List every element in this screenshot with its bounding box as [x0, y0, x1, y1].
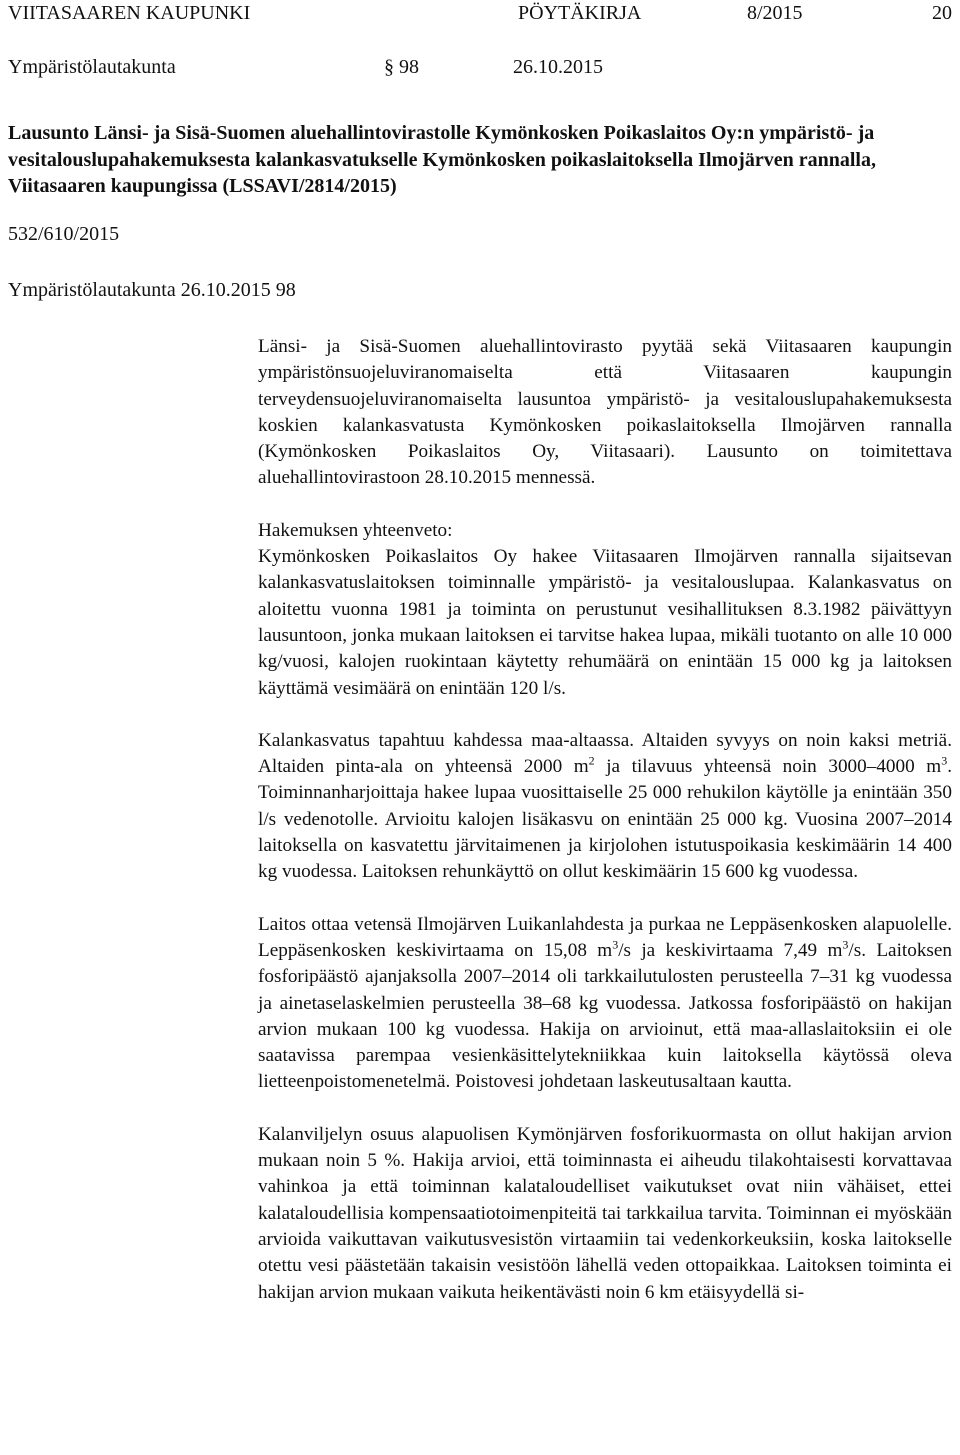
- meeting-header: [8, 56, 952, 82]
- superscript-volume: 3: [941, 753, 948, 768]
- section-number: § 98: [384, 56, 419, 78]
- document-number: 8/2015: [747, 2, 803, 24]
- organization-name: VIITASAAREN KAUPUNKI: [8, 2, 251, 24]
- document-body: [258, 334, 952, 1306]
- paragraph-summary: [258, 518, 952, 702]
- document-type: PÖYTÄKIRJA: [518, 2, 642, 24]
- page-header: [8, 2, 952, 28]
- basins-text-a: Kalankasvatus tapahtuu kahdessa maa-altaassa. Altaiden syvyys on noin kaksi metriä. Altaiden pinta-ala on yhteensä 2000 m: [258, 729, 952, 778]
- meeting-reference-text: Ympäristölautakunta 26.10.2015 98: [8, 279, 296, 301]
- paragraph-impact: Kalanviljelyn osuus alapuolisen Kymönjärven fosforikuormasta on ollut hakijan arvion mukaan noin 5 %. Hakija arvioi, että toiminnasta ei aiheudu tilakohtaisesti korvattavaa vahinkoa ja että toiminnan kalataloudelliset vaikutukset ovat niin vähäiset, ettei kalataloudellisia kompensaatiotoimenpiteitä tai tarkkailua tarvita. Toiminnan ei myöskään arvioida vaikuttavan vaikutusvesistön virtaamiin tai vedenkorkeuksiin, koska laitokselle otettu vesi päästetään takaisin vesistöön lähellä veden ottopaikkaa. Laitoksen toiminta ei hakijan arvion mukaan vaikuta heikentävästi noin 6 km etäisyydellä si-: [258, 1123, 952, 1303]
- summary-heading: Hakemuksen yhteenveto:: [258, 519, 453, 541]
- section-value: 98: [399, 56, 419, 78]
- item-title: Lausunto Länsi- ja Sisä-Suomen aluehallintovirastolle Kymönkosken Poikaslaitos Oy:n ympäristö- ja vesitalouslupahakemuksesta kalankasvatukselle Kymönkosken poikaslaitoksella Ilmojärven rannalla, Viitasaaren kaupungissa (LSSAVI/2814/2015): [8, 122, 876, 197]
- superscript-flow-2: 3: [842, 937, 849, 952]
- paragraph-basins: [258, 728, 952, 886]
- meeting-date: 26.10.2015: [513, 56, 603, 78]
- paragraph-water: [258, 912, 952, 1096]
- summary-text: Kymönkosken Poikaslaitos Oy hakee Viitasaaren Ilmojärven rannalla sijaitsevan kalankasvatuslaitoksen toiminnalle ympäristö- ja vesitalouslupaa. Kalankasvatus on aloitettu vuonna 1981 ja toiminta on perustunut vesihallituksen 8.3.1982 päivättyyn lausuntoon, jonka mukaan laitoksen ei tarvitse hakea lupaa, mikäli tuotanto on alle 10 000 kg/vuosi, kalojen ruokintaan käytetty rehumäärä on enintään 15 000 kg ja laitoksen käyttämä vesimäärä on enintään 120 l/s.: [258, 546, 952, 699]
- basins-text-b: ja tilavuus yhteensä noin 3000–4000 m: [594, 756, 942, 778]
- superscript-area: 2: [588, 753, 595, 768]
- page-number: 20: [932, 2, 952, 24]
- paragraph-request: Länsi- ja Sisä-Suomen aluehallintovirasto pyytää sekä Viitasaaren kaupungin ympäristönsuojeluviranomaiselta että Viitasaaren kaupungin terveydensuojeluviranomaiselta lausuntoa ympäristö- ja vesitalouslupahakemuksesta koskien kalankasvatusta Kymönkosken poikaslaitoksella Ilmojärven rannalla (Kymönkosken Poikaslaitos Oy, Viitasaari). Lausunto on toimitettava aluehallintovirastoon 28.10.2015 mennessä.: [258, 336, 952, 489]
- water-text-a: Laitos ottaa vetensä Ilmojärven Luikanlahdesta ja purkaa ne Leppäsenkosken alapuolelle. Leppäsenkosken keskivirtaama on 15,08 m: [258, 913, 952, 961]
- committee-name: Ympäristölautakunta: [8, 56, 176, 78]
- water-text-b: /s ja keskivirtaama 7,49 m: [618, 939, 843, 961]
- superscript-flow-1: 3: [612, 937, 619, 952]
- meeting-reference: [8, 279, 296, 302]
- water-text-c: /s. Laitoksen fosforipäästö ajanjaksolla 2007–2014 oli tarkkailutulosten perusteella 7–31 kg vuodessa ja ainetaselaskelmien perusteella 38–68 kg vuodessa. Jatkossa fosforipäästö on hakijan arvion mukaan 100 kg vuodessa. Hakija on arvioinut, että maa-allaslaitoksiin ei ole saatavissa parempaa vesienkäsittelytekniikkaa kuin laitoksella käytössä oleva lietteenpoistomenetelmä. Poistovesi johdetaan laskeutusaltaan kautta.: [258, 939, 953, 1093]
- basins-text-c: . Toiminnanharjoittaja hakee lupaa vuosittaiselle 25 000 rehukilon käytölle ja enintään 350 l/s vedenotolle. Arvioitu kalojen lisäkasvu on enintään 25 000 kg. Vuosina 2007–2014 laitoksella on kasvatettu järvitaimenen ja kirjolohen istutuspoikasia keskimäärin 14 400 kg vuodessa. Laitoksen rehunkäyttö on ollut keskimäärin 15 600 kg vuodessa.: [258, 756, 952, 883]
- diary-number: 532/610/2015: [8, 223, 120, 245]
